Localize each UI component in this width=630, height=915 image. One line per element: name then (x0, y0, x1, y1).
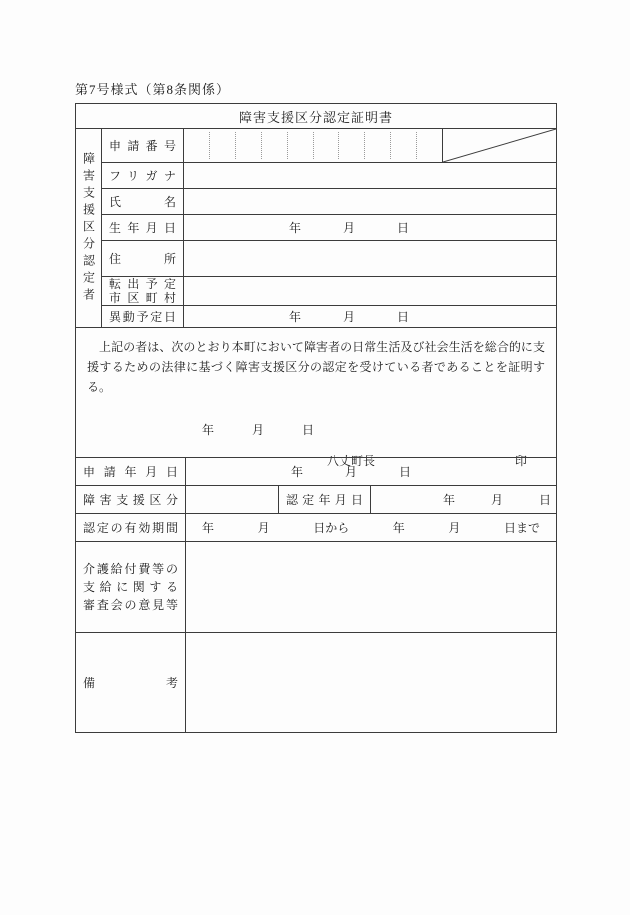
moveout-label-line2: 市区町村 (109, 291, 176, 305)
support-category-value-cell (186, 486, 279, 513)
address-row (102, 240, 556, 276)
remarks-label-cell (76, 633, 186, 732)
digit-cell (391, 132, 417, 159)
transfer-date-label-cell (102, 306, 184, 327)
certified-person-group-label: 障害支援区分認定者 (81, 151, 96, 305)
year-label: 年 (289, 221, 302, 235)
support-category-label: 障害支援区分 (83, 492, 178, 507)
certification-statement: 上記の者は、次のとおり本町において障害者の日常生活及び社会生活を総合的に支援するための法律に基づく障害支援区分の認定を受けている者であることを証明する。 (87, 340, 545, 394)
diagonal-line-icon (443, 129, 556, 162)
name-field (184, 189, 556, 214)
review-opinion-row (76, 541, 556, 632)
moveout-municipality-row (102, 276, 556, 305)
month-label: 月 (343, 310, 356, 324)
year-label: 年 (443, 493, 456, 507)
digit-cell (288, 132, 314, 159)
name-row (102, 188, 556, 214)
transfer-date-row (102, 305, 556, 327)
application-date-label-cell (76, 458, 186, 485)
month-label: 月 (491, 493, 504, 507)
digit-cell (184, 132, 210, 159)
to-day-label: 日まで (503, 521, 540, 535)
valid-period-field (186, 514, 556, 541)
review-opinion-label-line1: 介護給付費等の (83, 562, 178, 576)
moveout-label-line1: 転出予定 (109, 277, 176, 291)
certified-date-label-cell (279, 486, 371, 513)
digit-cell (339, 132, 365, 159)
review-opinion-label-line3: 審査会の意見等 (83, 598, 178, 612)
application-date-label: 申請年月日 (83, 464, 178, 479)
to-month-label: 月 (448, 521, 461, 535)
name-label: 氏名 (109, 194, 176, 209)
furigana-field (184, 163, 556, 188)
digit-cell (236, 132, 262, 159)
day-label: 日 (397, 221, 410, 235)
from-day-label: 日から (313, 521, 350, 535)
day-label: 日 (397, 310, 410, 324)
certificate-table (75, 103, 557, 733)
digit-cell (365, 132, 391, 159)
year-label: 年 (289, 310, 302, 324)
from-year-label: 年 (202, 521, 215, 535)
certified-date-ymd (371, 491, 551, 508)
valid-period-label-cell (76, 514, 186, 541)
certified-date-field (371, 486, 556, 513)
year-label: 年 (202, 423, 215, 437)
application-date-row (76, 457, 556, 485)
valid-period-label: 認定の有効期間 (83, 520, 178, 535)
review-opinion-field (186, 542, 556, 632)
month-label: 月 (343, 221, 356, 235)
certification-statement-section (76, 327, 556, 468)
address-label: 住所 (109, 251, 176, 266)
address-label-cell (102, 241, 184, 276)
remarks-row (76, 632, 556, 732)
from-month-label: 月 (257, 521, 270, 535)
remarks-field (186, 633, 556, 732)
application-number-row (102, 129, 556, 162)
certified-date-label: 認定年月日 (286, 493, 363, 507)
certified-person-section (76, 128, 556, 327)
furigana-row (102, 162, 556, 188)
form-number-caption: 第7号様式（第8条関係） (75, 82, 231, 97)
transfer-date-ymd (184, 308, 409, 325)
moveout-municipality-label-cell (102, 277, 184, 305)
transfer-date-field (184, 306, 556, 327)
support-category-row (76, 485, 556, 513)
address-field (184, 241, 556, 276)
day-label: 日 (302, 423, 315, 437)
digit-cell (417, 132, 442, 159)
remarks-label: 備考 (83, 675, 178, 690)
digit-cell (262, 132, 288, 159)
year-label: 年 (291, 465, 304, 479)
certified-person-group-cell (76, 129, 102, 327)
name-label-cell (102, 189, 184, 214)
valid-period-row (76, 513, 556, 541)
application-number-field (184, 129, 556, 162)
table-title: 障害支援区分認定証明書 (238, 109, 393, 125)
moveout-municipality-field (184, 277, 556, 305)
application-date-field (186, 458, 556, 485)
application-number-label: 申請番号 (109, 138, 176, 153)
birth-date-row (102, 214, 556, 240)
certified-person-rows (102, 129, 556, 327)
day-label: 日 (539, 493, 552, 507)
application-date-ymd (186, 463, 411, 480)
birth-date-field (184, 215, 556, 240)
birth-date-label: 生年月日 (109, 220, 176, 235)
digit-cell (314, 132, 340, 159)
to-year-label: 年 (392, 521, 405, 535)
support-category-label-cell (76, 486, 186, 513)
day-label: 日 (399, 465, 412, 479)
month-label: 月 (345, 465, 358, 479)
birth-date-ymd (184, 219, 409, 236)
review-opinion-label-cell (76, 542, 186, 632)
digit-cell (210, 132, 236, 159)
application-number-digit-cells (184, 129, 442, 162)
transfer-date-label: 異動予定日 (109, 309, 176, 324)
furigana-label-cell (102, 163, 184, 188)
application-number-label-cell (102, 129, 184, 162)
birth-date-label-cell (102, 215, 184, 240)
month-label: 月 (252, 423, 265, 437)
diagonal-strikethrough-cell (442, 129, 556, 162)
seal-mark: 印 (514, 454, 527, 468)
review-opinion-label-line2: 支給に関する (83, 580, 178, 594)
issue-date-line (87, 421, 545, 438)
mayor-title: 八丈町長 (326, 454, 375, 468)
furigana-label: フリガナ (109, 168, 176, 183)
